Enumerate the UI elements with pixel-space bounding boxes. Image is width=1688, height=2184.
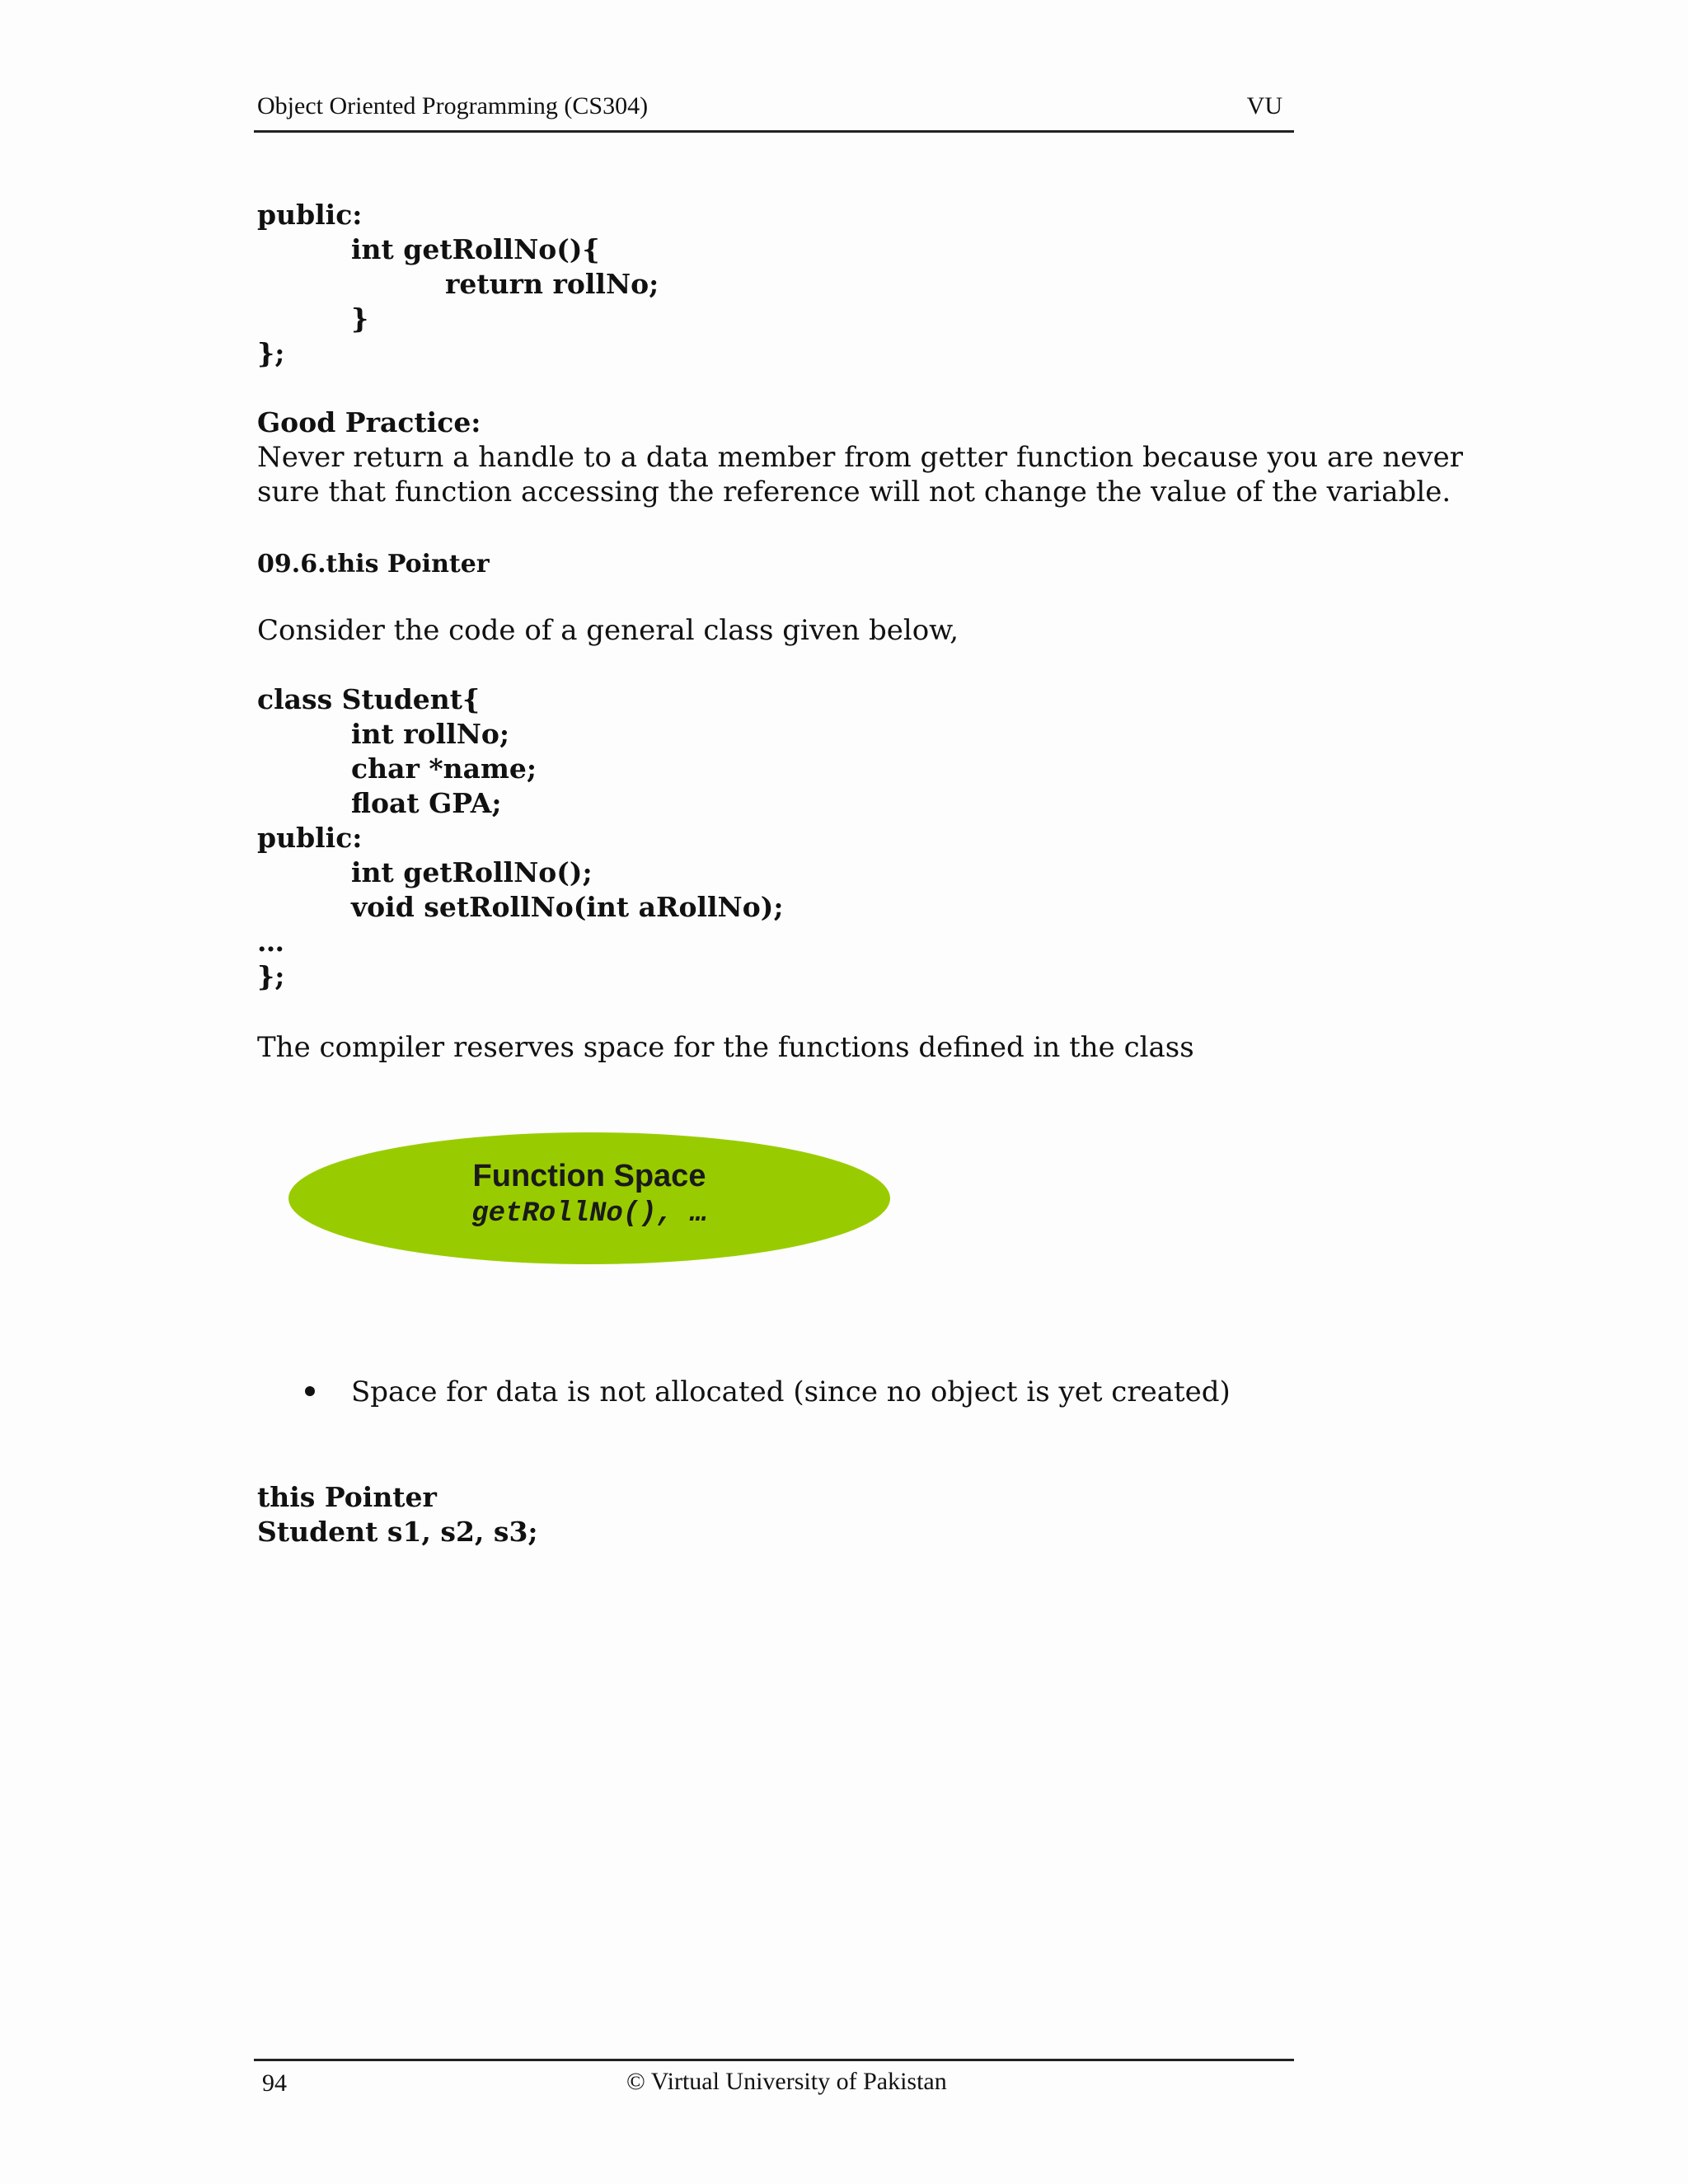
- code-setter-decl: void setRollNo(int aRollNo);: [351, 891, 784, 923]
- page-number: 94: [262, 2069, 287, 2097]
- page-header: [254, 91, 1294, 133]
- good-practice-line-2: sure that function accessing the reference will not change the value of the variable.: [257, 476, 1451, 509]
- code-member-rollno: int rollNo;: [351, 718, 510, 750]
- this-pointer-code: Student s1, s2, s3;: [257, 1516, 538, 1548]
- code-class-declaration: class Student{: [257, 683, 481, 715]
- bullet-icon: [305, 1386, 315, 1396]
- code-getter-decl: int getRollNo();: [351, 856, 593, 888]
- code-public-label-2: public:: [257, 822, 363, 854]
- org-label: VU: [1246, 92, 1282, 120]
- code-member-gpa: float GPA;: [351, 787, 502, 819]
- bullet-text: Space for data is not allocated (since no object is yet created): [351, 1376, 1231, 1408]
- function-space-diagram: [288, 1132, 890, 1264]
- code-class-end-2: };: [257, 960, 285, 992]
- code-public-label: public:: [257, 199, 363, 231]
- good-practice-title: Good Practice:: [257, 406, 481, 438]
- code-member-name: char *name;: [351, 752, 537, 785]
- copyright: © Virtual University of Pakistan: [626, 2068, 947, 2095]
- this-pointer-title: this Pointer: [257, 1481, 437, 1513]
- code-class-end: };: [257, 337, 285, 369]
- section-heading: 09.6.this Pointer: [257, 550, 490, 579]
- course-title: Object Oriented Programming (CS304): [257, 92, 649, 120]
- code-close-brace: }: [351, 302, 369, 335]
- code-getter-signature: int getRollNo(){: [351, 233, 600, 265]
- intro-text: Consider the code of a general class given below,: [257, 614, 959, 647]
- code-return-statement: return rollNo;: [445, 268, 659, 300]
- good-practice-line-1: Never return a handle to a data member from getter function because you are never: [257, 441, 1463, 474]
- compiler-note: The compiler reserves space for the functions defined in the class: [257, 1031, 1194, 1064]
- function-space-subtitle: getRollNo(), …: [471, 1198, 707, 1230]
- code-ellipsis: …: [257, 926, 284, 958]
- function-space-title: Function Space: [472, 1159, 706, 1193]
- page-footer: [254, 2059, 1294, 2111]
